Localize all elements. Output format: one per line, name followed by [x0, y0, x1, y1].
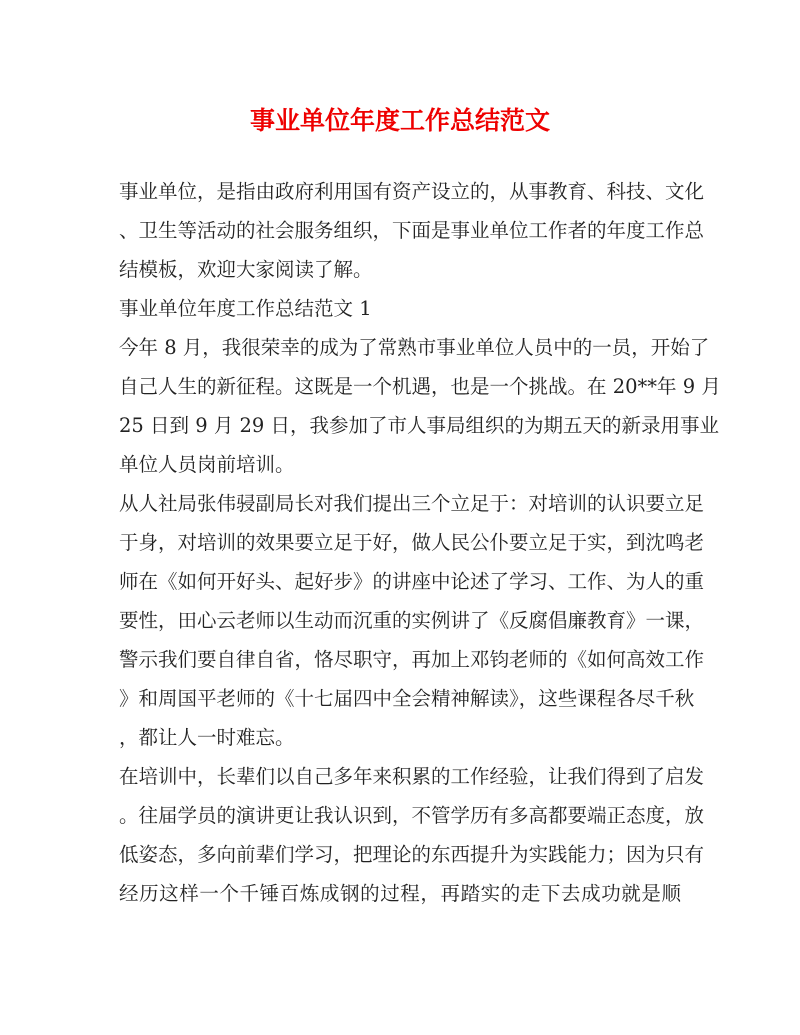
body-line: 自己人生的新征程。这既是一个机遇，也是一个挑战。在 20**年 9 月: [119, 375, 721, 398]
body-line: ，都让人一时难忘。: [119, 726, 295, 749]
body-line: 要性，田心云老师以生动而沉重的实例讲了《反腐倡廉教育》一课，: [119, 609, 705, 632]
section-heading: 事业单位年度工作总结范文 1: [119, 297, 372, 320]
body-line: 25 日到 9 月 29 日，我参加了市人事局组织的为期五天的新录用事业: [119, 414, 720, 437]
body-line: 》和周国平老师的《十七届四中全会精神解读》，这些课程各尽千秋: [119, 687, 695, 710]
body-line: 低姿态，多向前辈们学习，把理论的东西提升为实践能力；因为只有: [119, 843, 705, 866]
body-line: 在培训中，长辈们以自己多年来积累的工作经验，让我们得到了启发: [119, 765, 705, 788]
body-line: 于身，对培训的效果要立足于好，做人民公仆要立足于实，到沈鸣老: [119, 531, 705, 554]
document-title: 事业单位年度工作总结范文: [249, 106, 550, 135]
body-line: 结模板，欢迎大家阅读了解。: [119, 258, 373, 281]
body-line: 今年 8 月，我很荣幸的成为了常熟市事业单位人员中的一员，开始了: [119, 336, 710, 359]
body-line: 经历这样一个千锤百炼成钢的过程，再踏实的走下去成功就是顺: [119, 882, 681, 905]
document-body: [119, 172, 721, 913]
body-line: 从人社局张伟骎副局长对我们提出三个立足于：对培训的认识要立足: [119, 492, 705, 515]
body-line: 、卫生等活动的社会服务组织，下面是事业单位工作者的年度工作总: [119, 219, 705, 242]
body-line: 单位人员岗前培训。: [119, 453, 295, 476]
body-line: 。往届学员的演讲更让我认识到，不管学历有多高都要端正态度，放: [119, 804, 705, 827]
body-line: 事业单位，是指由政府利用国有资产设立的，从事教育、科技、文化: [119, 180, 705, 203]
body-line: 师在《如何开好头、起好步》的讲座中论述了学习、工作、为人的重: [119, 570, 705, 593]
body-line: 警示我们要自律自省，恪尽职守，再加上邓钧老师的《如何高效工作: [119, 648, 705, 671]
